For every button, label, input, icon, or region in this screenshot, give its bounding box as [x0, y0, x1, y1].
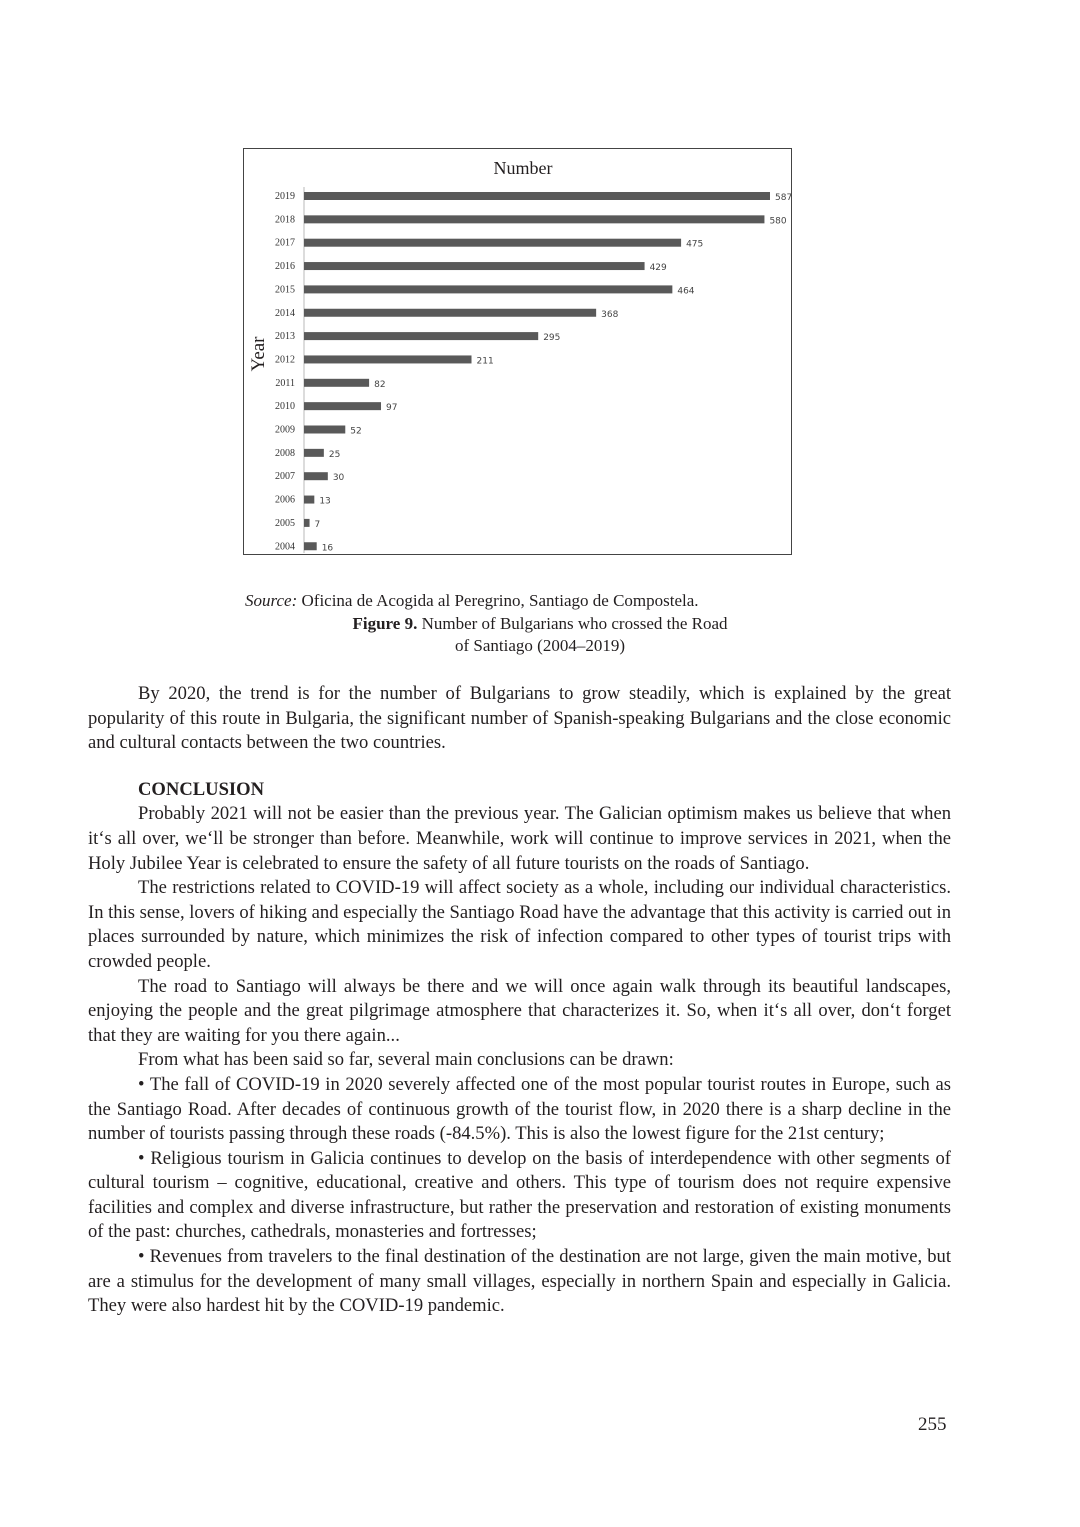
bar-2012	[304, 355, 472, 363]
data-label: 580	[769, 216, 787, 227]
data-label: 211	[476, 356, 494, 367]
bar-2019	[304, 192, 770, 200]
bar-2010	[304, 402, 381, 410]
y-tick-label: 2005	[275, 517, 295, 529]
chart-canvas	[244, 149, 793, 556]
y-tick-label: 2017	[275, 237, 295, 249]
y-tick-label: 2011	[275, 377, 295, 389]
y-tick-label: 2006	[275, 494, 295, 506]
data-label: 82	[374, 379, 386, 390]
y-tick-label: 2008	[275, 447, 295, 459]
source-label: Source:	[245, 591, 298, 610]
page-number: 255	[918, 1414, 947, 1435]
paragraph: Probably 2021 will not be easier than the previous year. The Galician optimism makes us believe that when it‘s all over, we‘ll be stronger than before. Meanwhile, work will continue to improve services in 2021, when the Holy Jubilee Year is celebrated to ensure the safety of all future tourists on the roads of Santiago.	[88, 803, 951, 874]
bar-2018	[304, 215, 764, 223]
paragraph: By 2020, the trend is for the number of Bulgarians to grow steadily, which is explained by the great popularity of this route in Bulgaria, the significant number of Spanish-speaking Bulgarians and the close economic and cultural contacts between the two countries.	[88, 683, 951, 754]
bar-2017	[304, 239, 681, 247]
paragraph: The road to Santiago will always be there and we will once again walk through its beautiful landscapes, enjoying the people and the great pilgrimage atmosphere that characterizes it. So, when it‘s all over, don‘t forget that they are waiting for you there again...	[88, 975, 951, 1046]
data-label: 295	[543, 333, 561, 344]
data-label: 30	[332, 473, 345, 484]
data-label: 587	[775, 193, 793, 203]
section-heading: CONCLUSION	[138, 778, 265, 800]
data-label: 368	[601, 309, 619, 320]
y-tick-label: 2009	[275, 424, 295, 436]
y-tick-label: 2014	[275, 307, 295, 319]
paragraph: The restrictions related to COVID-19 will affect society as a whole, including our individual characteristics. In this sense, lovers of hiking and especially the Santiago Road have the advantage that this activity is carried out in places surrounded by nature, which minimizes the risk of infection compared to other types of tourist trips with crowded people.	[88, 877, 951, 972]
paragraph: From what has been said so far, several main conclusions can be drawn:	[138, 1049, 674, 1071]
data-label: 97	[386, 403, 398, 414]
y-tick-label: 2004	[275, 541, 295, 553]
bar-2015	[304, 285, 672, 293]
bar-2004	[304, 542, 317, 550]
data-label: 52	[350, 426, 362, 437]
y-tick-label: 2013	[275, 331, 295, 343]
data-label: 429	[649, 263, 667, 274]
y-tick-label: 2018	[275, 214, 295, 226]
y-axis-label: Year	[248, 336, 269, 372]
bar-chart	[243, 148, 792, 555]
figure-title-2: of Santiago (2004–2019)	[455, 636, 625, 655]
y-tick-label: 2012	[275, 354, 295, 366]
figure-title-1: Number of Bulgarians who crossed the Road	[417, 614, 728, 633]
bar-2014	[304, 309, 596, 317]
body-text	[88, 682, 951, 1319]
data-label: 16	[321, 543, 334, 554]
bar-2008	[304, 449, 324, 457]
y-tick-label: 2019	[275, 191, 295, 202]
data-label: 13	[319, 496, 331, 507]
chart-title: Number	[493, 158, 553, 178]
bullet-paragraph: • Revenues from travelers to the final destination of the destination are not large, given the main motive, but are a stimulus for the development of many small villages, especially in northern Spain and especially in Galicia. They were also hardest hit by the COVID-19 pandemic.	[88, 1246, 951, 1317]
y-tick-label: 2007	[275, 471, 295, 483]
bar-2005	[304, 519, 310, 527]
bullet-paragraph: • The fall of COVID-19 in 2020 severely affected one of the most popular tourist routes in Europe, such as the Santiago Road. After decades of continuous growth of the tourist flow, in 2020 there is a sharp decline in the number of tourists passing through these roads (-84.5%). This is also the lowest figure for the 21st century;	[88, 1073, 951, 1145]
figure-title-line-1	[0, 613, 1080, 634]
bar-2009	[304, 426, 345, 434]
figure-source	[245, 590, 699, 611]
data-label: 25	[328, 449, 341, 460]
bar-2006	[304, 496, 314, 504]
data-label: 7	[314, 519, 321, 530]
bar-2007	[304, 472, 328, 480]
figure-label: Figure 9.	[352, 614, 418, 633]
y-tick-label: 2016	[275, 261, 295, 273]
y-tick-label: 2015	[275, 284, 295, 296]
bar-2016	[304, 262, 645, 270]
bar-2013	[304, 332, 538, 340]
bullet-paragraph: • Religious tourism in Galicia continues to develop on the basis of interdependence with other segments of cultural tourism – cognitive, educational, creative and others. This type of tourism does not require expensive facilities and complex and diverse infrastructure, but rather the preservation and restoration of existing monuments of the past: churches, cathedrals, monasteries and fortresses;	[88, 1147, 951, 1243]
source-text: Oficina de Acogida al Peregrino, Santiago de Compostela.	[297, 591, 699, 610]
data-label: 475	[686, 239, 704, 250]
bar-2011	[304, 379, 369, 387]
y-tick-label: 2010	[275, 401, 295, 413]
data-label: 464	[677, 286, 695, 297]
